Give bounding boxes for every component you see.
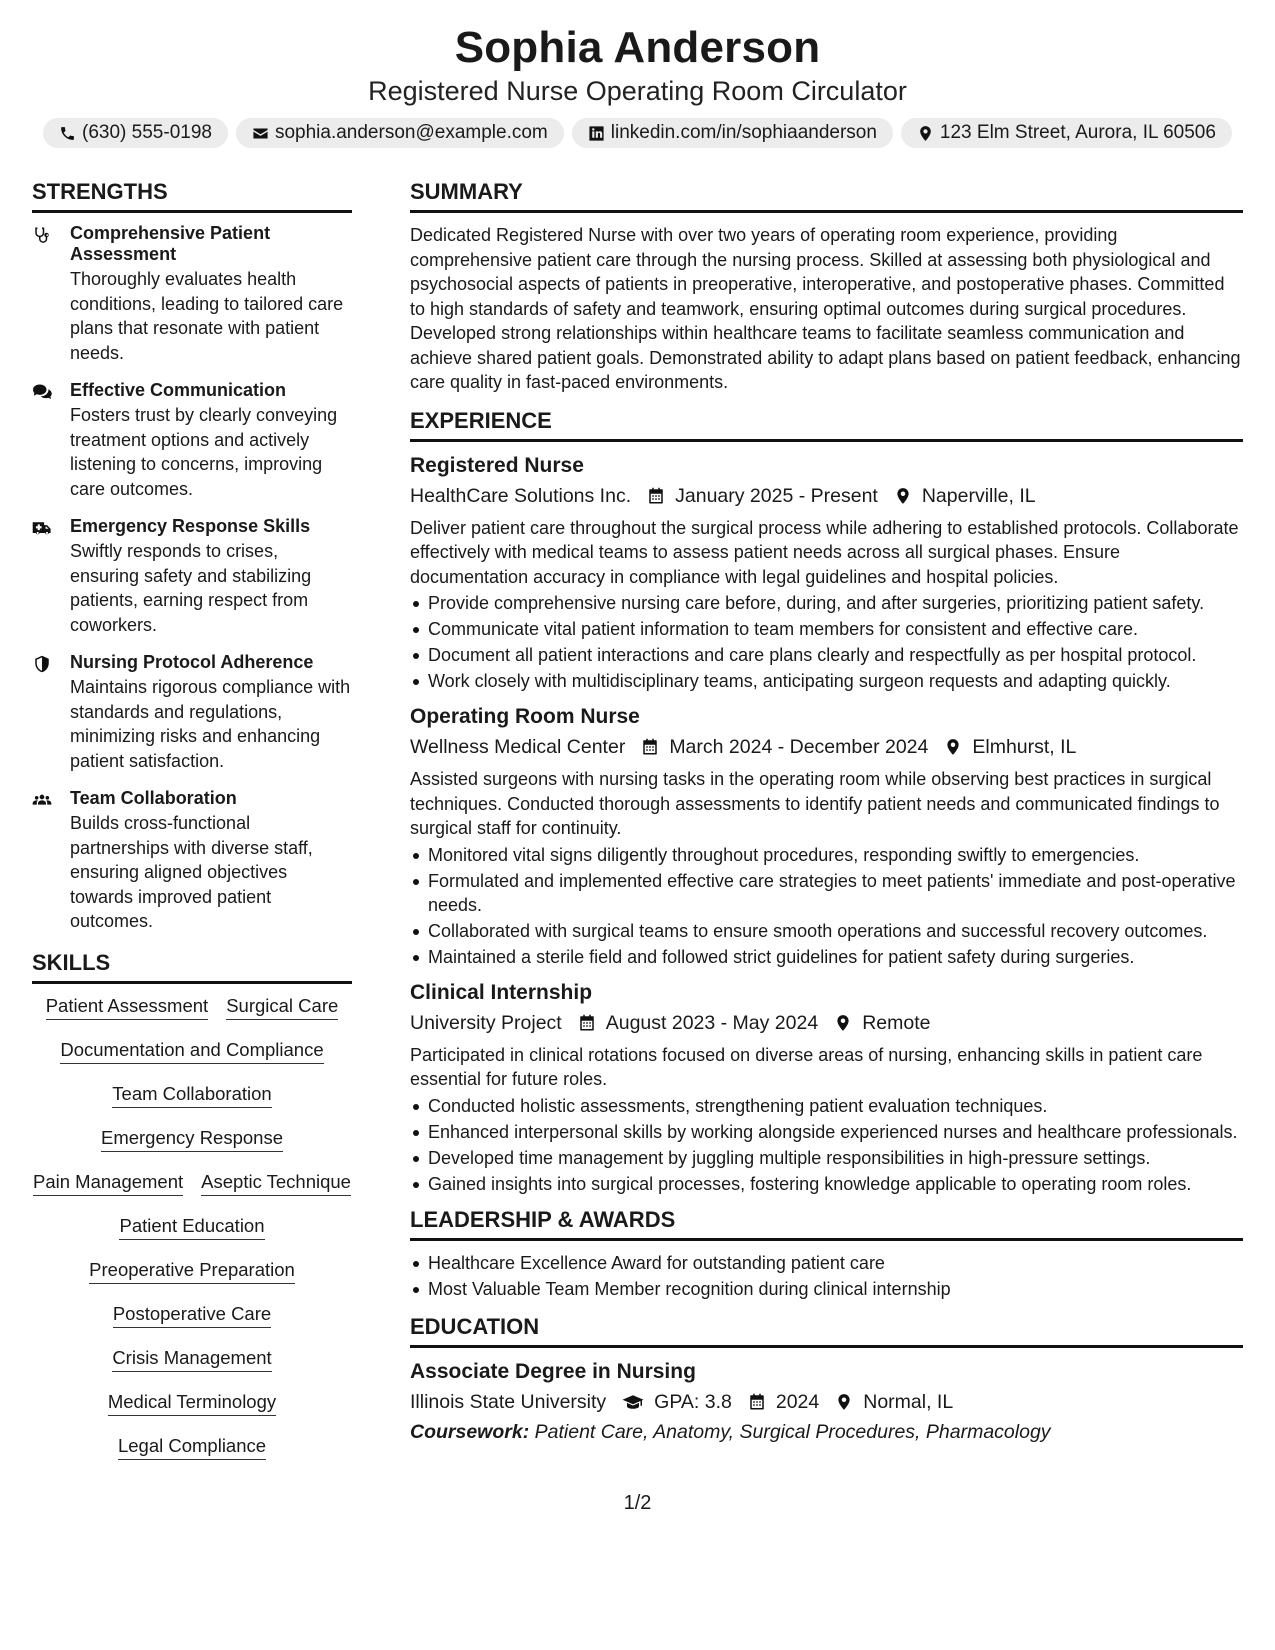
award-item: Most Valuable Team Member recognition during clinical internship — [410, 1277, 1243, 1301]
stethoscope-icon — [32, 226, 52, 244]
skill-tag: Documentation and Compliance — [60, 1038, 323, 1064]
job-entry — [410, 979, 1243, 1196]
contact-bar — [0, 118, 1275, 148]
contact-email[interactable] — [236, 118, 564, 148]
address-text: 123 Elm Street, Aurora, IL 60506 — [939, 122, 1216, 143]
skill-tag: Medical Terminology — [108, 1390, 276, 1416]
job-desc: Assisted surgeons with nursing tasks in the operating room while observing best practices in surgical techniques. Conducted thorough assessments to identify patient needs and communicated findings to surgical staff for continuity. — [410, 769, 1220, 838]
comments-icon — [32, 383, 52, 401]
phone-icon — [59, 125, 76, 142]
contact-linkedin[interactable] — [572, 118, 893, 148]
job-location: Remote — [862, 1011, 931, 1034]
skill-tag: Aseptic Technique — [201, 1170, 351, 1196]
education-meta — [410, 1388, 1243, 1416]
education-heading: EDUCATION — [410, 1313, 1243, 1348]
ambulance-icon — [32, 519, 52, 537]
calendar-icon — [641, 738, 659, 756]
degree-title: Associate Degree in Nursing — [410, 1359, 696, 1383]
map-pin-icon — [917, 125, 934, 142]
skill-tag: Patient Assessment — [46, 994, 208, 1020]
job-dates: August 2023 - May 2024 — [605, 1011, 819, 1034]
users-icon — [32, 791, 52, 809]
bullet-item: Enhanced interpersonal skills by working alongside experienced nurses and healthcare professionals. — [410, 1120, 1243, 1144]
strengths-heading: STRENGTHS — [32, 178, 352, 213]
shield-icon — [32, 655, 52, 673]
bullet-item: Developed time management by juggling multiple responsibilities in high-pressure settings. — [410, 1146, 1243, 1170]
award-item: Healthcare Excellence Award for outstanding patient care — [410, 1251, 1243, 1275]
job-bullets — [410, 843, 1243, 969]
map-pin-icon — [894, 487, 912, 505]
strength-item — [32, 516, 352, 637]
map-pin-icon — [944, 738, 962, 756]
strength-item — [32, 223, 352, 365]
job-meta — [410, 1009, 1243, 1037]
linkedin-text: linkedin.com/in/sophiaanderson — [610, 122, 877, 143]
skills-heading: SKILLS — [32, 949, 352, 984]
bullet-item: Gained insights into surgical processes, fostering knowledge applicable to operating room roles. — [410, 1172, 1243, 1196]
skill-tag: Patient Education — [119, 1214, 264, 1240]
job-dates: March 2024 - December 2024 — [669, 736, 929, 758]
strength-title: Effective Communication — [70, 380, 287, 400]
phone-text: (630) 555-0198 — [82, 122, 212, 143]
strength-desc: Thoroughly evaluates health conditions, leading to tailored care plans that resonate with patient needs. — [70, 269, 344, 363]
strength-desc: Maintains rigorous compliance with standards and regulations, minimizing risks and enhancing patient satisfaction. — [70, 677, 351, 771]
resume-header — [0, 0, 1275, 148]
email-text: sophia.anderson@example.com — [274, 122, 548, 143]
job-title: Registered Nurse — [410, 453, 584, 477]
resume-body — [32, 178, 1243, 1460]
bullet-item: Formulated and implemented effective care strategies to meet patients' immediate and post-operative needs. — [410, 869, 1243, 917]
bullet-item: Maintained a sterile field and followed strict guidelines for patient safety during surgeries. — [410, 945, 1243, 969]
strength-desc: Fosters trust by clearly conveying treatment options and actively listening to concerns, improving care outcomes. — [70, 405, 338, 499]
strength-desc: Swiftly responds to crises, ensuring safety and stabilizing patients, earning respect from coworkers. — [70, 541, 312, 635]
skill-tag: Pain Management — [33, 1170, 183, 1196]
bullet-item: Monitored vital signs diligently throughout procedures, responding swiftly to emergencies. — [410, 843, 1243, 867]
job-bullets — [410, 1094, 1243, 1196]
skill-tag: Legal Compliance — [118, 1434, 266, 1460]
coursework — [410, 1418, 1243, 1446]
strengths-list — [32, 223, 352, 934]
coursework-list: Patient Care, Anatomy, Surgical Procedures, Pharmacology — [534, 1420, 1051, 1443]
job-location: Naperville, IL — [921, 484, 1036, 507]
graduation-cap-icon — [622, 1393, 644, 1411]
job-entry — [410, 452, 1243, 694]
bullet-item: Work closely with multidisciplinary teams, anticipating surgeon requests and adapting quickly. — [410, 669, 1243, 693]
school-location: Normal, IL — [863, 1390, 954, 1413]
coursework-label: Coursework: — [410, 1420, 530, 1443]
skill-tag: Crisis Management — [112, 1346, 271, 1372]
strength-item — [32, 380, 352, 501]
summary-text: Dedicated Registered Nurse with over two years of operating room experience, providing comprehensive patient care through the nursing process. Skilled at assessing both physiological and psychosocial aspects of patients in preoperative, interoperative, and postoperative phases. Committed to high standards of safety and teamwork, ensuring optimal outcomes during surgical procedures. Developed strong relationships within healthcare teams to facilitate seamless communication and achieve shared patient goals. Demonstrated ability to adapt plans based on patient feedback, enhancing care quality in fast-paced environments. — [410, 225, 1241, 392]
summary-heading: SUMMARY — [410, 178, 1243, 213]
job-title: Clinical Internship — [410, 980, 593, 1004]
skill-tag: Emergency Response — [101, 1126, 283, 1152]
skills-list — [32, 994, 352, 1460]
job-company: University Project — [410, 1011, 562, 1034]
strength-item — [32, 652, 352, 773]
candidate-name: Sophia Anderson — [454, 23, 821, 72]
skill-tag: Postoperative Care — [113, 1302, 271, 1328]
calendar-icon — [578, 1014, 596, 1032]
skill-tag: Preoperative Preparation — [89, 1258, 295, 1284]
right-column — [410, 178, 1243, 1460]
left-column — [32, 178, 352, 1460]
job-company: Wellness Medical Center — [410, 736, 626, 758]
strength-title: Team Collaboration — [70, 788, 237, 808]
strength-title: Nursing Protocol Adherence — [70, 652, 314, 672]
bullet-item: Provide comprehensive nursing care before, during, and after surgeries, prioritizing patient safety. — [410, 591, 1243, 615]
map-pin-icon — [834, 1014, 852, 1032]
job-bullets — [410, 591, 1243, 693]
strength-title: Emergency Response Skills — [70, 516, 311, 536]
strength-desc: Builds cross-functional partnerships with diverse staff, ensuring aligned objectives towards improved patient outcomes. — [70, 813, 313, 931]
awards-list — [410, 1251, 1243, 1301]
linkedin-icon — [588, 125, 605, 142]
bullet-item: Communicate vital patient information to team members for consistent and effective care. — [410, 617, 1243, 641]
skill-tag: Team Collaboration — [112, 1082, 271, 1108]
bullet-item: Document all patient interactions and care plans clearly and respectfully as per hospital protocol. — [410, 643, 1243, 667]
strength-title: Comprehensive Patient Assessment — [70, 223, 271, 264]
job-location: Elmhurst, IL — [972, 736, 1077, 758]
map-pin-icon — [835, 1393, 853, 1411]
envelope-icon — [252, 125, 269, 142]
education-entry — [410, 1358, 1243, 1446]
job-company: HealthCare Solutions Inc. — [410, 484, 632, 507]
candidate-title: Registered Nurse Operating Room Circulator — [368, 76, 907, 106]
job-desc: Deliver patient care throughout the surgical process while adhering to established protocols. Collaborate effectively with medical teams to assess patient needs across all surgical phases. Ensure documentation accuracy in compliance with legal guidelines and hospital policies. — [410, 517, 1239, 587]
job-meta — [410, 482, 1243, 510]
skill-tag: Surgical Care — [226, 994, 338, 1020]
job-dates: January 2025 - Present — [675, 484, 878, 507]
job-entry — [410, 703, 1243, 969]
bullet-item: Collaborated with surgical teams to ensure smooth operations and successful recovery outcomes. — [410, 919, 1243, 943]
awards-heading: LEADERSHIP & AWARDS — [410, 1206, 1243, 1241]
job-desc: Participated in clinical rotations focused on diverse areas of nursing, enhancing skills in patient care essential for future roles. — [410, 1044, 1203, 1089]
page-number: 1/2 — [623, 1492, 652, 1514]
school-name: Illinois State University — [410, 1390, 607, 1413]
calendar-icon — [647, 487, 665, 505]
job-meta — [410, 733, 1243, 761]
gpa: GPA: 3.8 — [654, 1390, 732, 1413]
job-title: Operating Room Nurse — [410, 705, 640, 728]
strength-item — [32, 788, 352, 934]
bullet-item: Conducted holistic assessments, strengthening patient evaluation techniques. — [410, 1094, 1243, 1118]
graduation-year: 2024 — [775, 1390, 820, 1413]
contact-address[interactable] — [901, 118, 1232, 148]
calendar-icon — [748, 1393, 766, 1411]
experience-heading: EXPERIENCE — [410, 407, 1243, 442]
contact-phone[interactable] — [43, 118, 228, 148]
